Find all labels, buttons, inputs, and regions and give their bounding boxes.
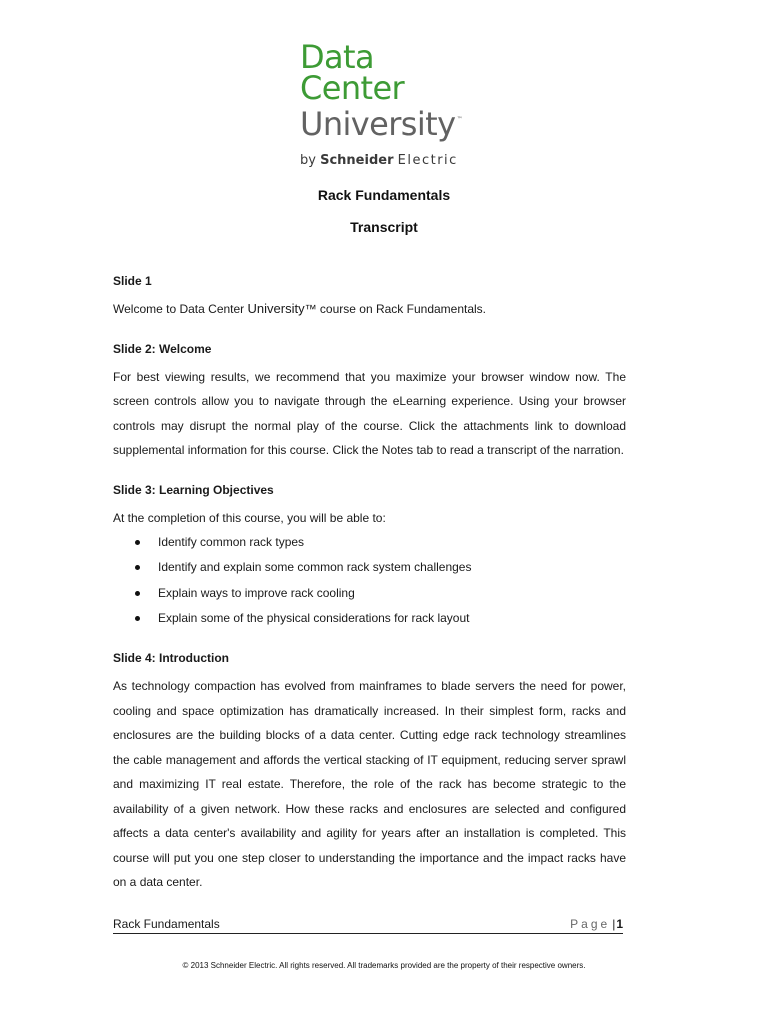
bullet-icon: [135, 616, 140, 621]
slide-2-heading: Slide 2: Welcome: [113, 341, 212, 356]
logo-tm: ™: [456, 116, 462, 123]
logo-university-text: University: [300, 105, 456, 143]
logo-brand: Schneider: [320, 153, 394, 168]
bullet-icon: [135, 591, 140, 596]
list-item-text: Explain some of the physical considerations for rack layout: [158, 610, 470, 625]
list-item-text: Explain ways to improve rack cooling: [158, 585, 355, 600]
slide-4-heading: Slide 4: Introduction: [113, 651, 229, 666]
logo-byline: [300, 153, 480, 168]
logo-by: by: [300, 153, 316, 168]
list-item-text: Identify and explain some common rack system challenges: [158, 560, 472, 575]
logo: [300, 38, 480, 168]
footer-course-title: Rack Fundamentals: [113, 917, 220, 931]
slide-3-heading: Slide 3: Learning Objectives: [113, 482, 274, 497]
logo-line-data: Data: [300, 38, 375, 76]
footer-separator: |: [612, 917, 616, 931]
page-footer: [113, 917, 623, 934]
slide-2-text: For best viewing results, we recommend that you maximize your browser window now. The screen controls allow you to navigate through the eLearning experience. Using your browser controls may disrupt the normal play of the course. Click the attachments link to download supplemental information for this course. Click the Notes tab to read a transcript of the narration.: [113, 369, 626, 457]
list-item: [113, 530, 626, 555]
bullet-icon: [135, 565, 140, 570]
list-item: [113, 606, 626, 631]
list-item-text: Identify common rack types: [158, 535, 305, 549]
list-item: [113, 581, 626, 606]
document-subtitle: Transcript: [350, 219, 418, 235]
logo-brand-electric: Electric: [397, 153, 458, 168]
logo-line-center: Center: [300, 69, 405, 107]
slide-1-text-b: ™ course on Rack Fundamentals.: [304, 302, 487, 316]
footer-page-number: 1: [616, 917, 623, 931]
slide-1-heading: Slide 1: [113, 274, 152, 288]
list-item: [113, 555, 626, 580]
footer-page-label: Page: [570, 917, 611, 931]
slide-1-text-a: Welcome to Data Center: [113, 302, 248, 316]
footer-page-indicator: [570, 917, 623, 931]
bullet-icon: [135, 540, 140, 545]
document-title: Rack Fundamentals: [317, 187, 451, 203]
transcript-body: [113, 272, 626, 895]
copyright-notice: © 2013 Schneider Electric. All rights reserved. All trademarks provided are the property of their respective owners.: [182, 961, 586, 970]
slide-4-text: As technology compaction has evolved from mainframes to blade servers the need for power, cooling and space optimization has dramatically increased. In their simplest form, racks and enclosures are the building blocks of a data center. Cutting edge rack technology streamlines the cable management and affords the vertical stacking of IT equipment, reducing server sprawl and maximizing IT real estate. Therefore, the role of the rack has become strategic to the availability of a given network. How these racks and enclosures are selected and configured affects a data center's availability and agility for years after an installation is completed. This course will put you one step closer to understanding the importance and the impact racks have on a data center.: [113, 679, 626, 890]
objectives-list: [113, 530, 626, 631]
logo-line-university: [300, 104, 480, 143]
slide-1-text: [113, 297, 626, 322]
slide-3-intro: At the completion of this course, you will be able to:: [113, 510, 386, 525]
slide-1-text-university: University: [247, 301, 305, 316]
